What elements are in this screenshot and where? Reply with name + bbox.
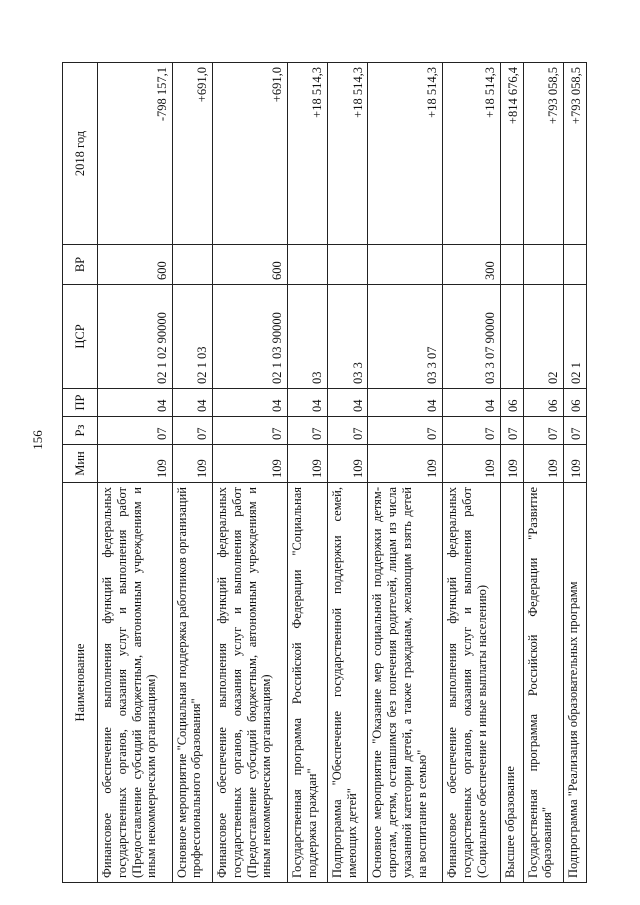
row-min: 109	[368, 445, 443, 483]
table-row	[287, 63, 327, 883]
row-rz: 07	[563, 417, 586, 445]
row-vr: 600	[213, 245, 288, 285]
row-pr: 04	[287, 389, 327, 417]
row-min: 109	[172, 445, 212, 483]
row-name: Финансовое обеспечение выполнения функций федеральных государственных органов, оказания услуг и выполнения работ (Предоставление субсидий бюджетным, автономным учреждениям и иным некоммерческим организациям)	[213, 483, 288, 883]
row-name: Основное мероприятие "Оказание мер социальной поддержки детям-сиротам, детям, оставшимся без попечения родителей, лицам из числа указанной категории детей, а также гражданам, желающим взять детей на воспитание в семью"	[368, 483, 443, 883]
row-name: Высшее образование	[500, 483, 523, 883]
row-csr: 02 1 03 90000	[213, 285, 288, 389]
row-min: 109	[443, 445, 501, 483]
row-name: Финансовое обеспечение выполнения функций федеральных государственных органов, оказания услуг и выполнения работ (Предоставление субсидий бюджетным, автономным учреждениям и иным некоммерческим организациям)	[98, 483, 173, 883]
row-min: 109	[563, 445, 586, 483]
row-name: Государственная программа Российской Федерации "Развитие образования"	[523, 483, 563, 883]
row-vr	[500, 245, 523, 285]
header-year: 2018 год	[63, 63, 98, 245]
row-pr: 04	[172, 389, 212, 417]
row-pr: 04	[368, 389, 443, 417]
table-row	[213, 63, 288, 883]
row-pr: 04	[98, 389, 173, 417]
row-min: 109	[523, 445, 563, 483]
row-vr	[172, 245, 212, 285]
row-csr: 03 3 07 90000	[443, 285, 501, 389]
row-csr: 02 1 02 90000	[98, 285, 173, 389]
row-rz: 07	[523, 417, 563, 445]
row-name: Основное мероприятие "Социальная поддержка работников организаций профессионального образования"	[172, 483, 212, 883]
row-amount: +18 514,3	[287, 63, 327, 245]
row-name: Государственная программа Российской Федерации "Социальная поддержка граждан"	[287, 483, 327, 883]
row-vr	[563, 245, 586, 285]
row-csr: 02	[523, 285, 563, 389]
row-rz: 07	[500, 417, 523, 445]
row-csr: 03 3	[328, 285, 368, 389]
table-row	[328, 63, 368, 883]
row-min: 109	[328, 445, 368, 483]
row-pr: 04	[328, 389, 368, 417]
row-csr	[500, 285, 523, 389]
row-min: 109	[287, 445, 327, 483]
row-amount: +691,0	[213, 63, 288, 245]
row-csr: 02 1 03	[172, 285, 212, 389]
table-row	[523, 63, 563, 883]
row-pr: 04	[213, 389, 288, 417]
row-amount: +18 514,3	[368, 63, 443, 245]
row-amount: +18 514,3	[443, 63, 501, 245]
row-rz: 07	[98, 417, 173, 445]
row-csr: 03	[287, 285, 327, 389]
header-vr: ВР	[63, 245, 98, 285]
row-vr	[287, 245, 327, 285]
row-vr	[523, 245, 563, 285]
row-min: 109	[500, 445, 523, 483]
row-name: Финансовое обеспечение выполнения функций федеральных государственных органов, оказания услуг и выполнения работ (Социальное обеспечение и иные выплаты населению)	[443, 483, 501, 883]
row-rz: 07	[368, 417, 443, 445]
header-csr: ЦСР	[63, 285, 98, 389]
row-rz: 07	[172, 417, 212, 445]
row-amount: +18 514,3	[328, 63, 368, 245]
row-rz: 07	[287, 417, 327, 445]
row-amount: +691,0	[172, 63, 212, 245]
row-pr: 06	[563, 389, 586, 417]
row-name: Подпрограмма "Обеспечение государственной поддержки семей, имеющих детей"	[328, 483, 368, 883]
row-csr: 02 1	[563, 285, 586, 389]
table-row	[443, 63, 501, 883]
row-amount: +814 676,4	[500, 63, 523, 245]
row-pr: 06	[500, 389, 523, 417]
table-row	[98, 63, 173, 883]
row-csr: 03 3 07	[368, 285, 443, 389]
row-vr	[368, 245, 443, 285]
row-amount: +793 058,5	[563, 63, 586, 245]
row-pr: 04	[443, 389, 501, 417]
row-rz: 07	[213, 417, 288, 445]
row-amount: +793 058,5	[523, 63, 563, 245]
rotated-page-content	[62, 63, 587, 883]
row-min: 109	[213, 445, 288, 483]
row-amount: -798 157,1	[98, 63, 173, 245]
page-number: 156	[30, 430, 45, 450]
row-rz: 07	[443, 417, 501, 445]
row-min: 109	[98, 445, 173, 483]
header-rz: Рз	[63, 417, 98, 445]
header-row	[63, 63, 98, 883]
row-name: Подпрограмма "Реализация образовательных программ	[563, 483, 586, 883]
row-vr: 600	[98, 245, 173, 285]
header-name: Наименование	[63, 483, 98, 883]
table-row	[368, 63, 443, 883]
row-pr: 06	[523, 389, 563, 417]
budget-table	[62, 62, 587, 883]
row-vr	[328, 245, 368, 285]
header-min: Мин	[63, 445, 98, 483]
table-row	[172, 63, 212, 883]
row-rz: 07	[328, 417, 368, 445]
table-row	[563, 63, 586, 883]
table-row	[500, 63, 523, 883]
row-vr: 300	[443, 245, 501, 285]
header-pr: ПР	[63, 389, 98, 417]
